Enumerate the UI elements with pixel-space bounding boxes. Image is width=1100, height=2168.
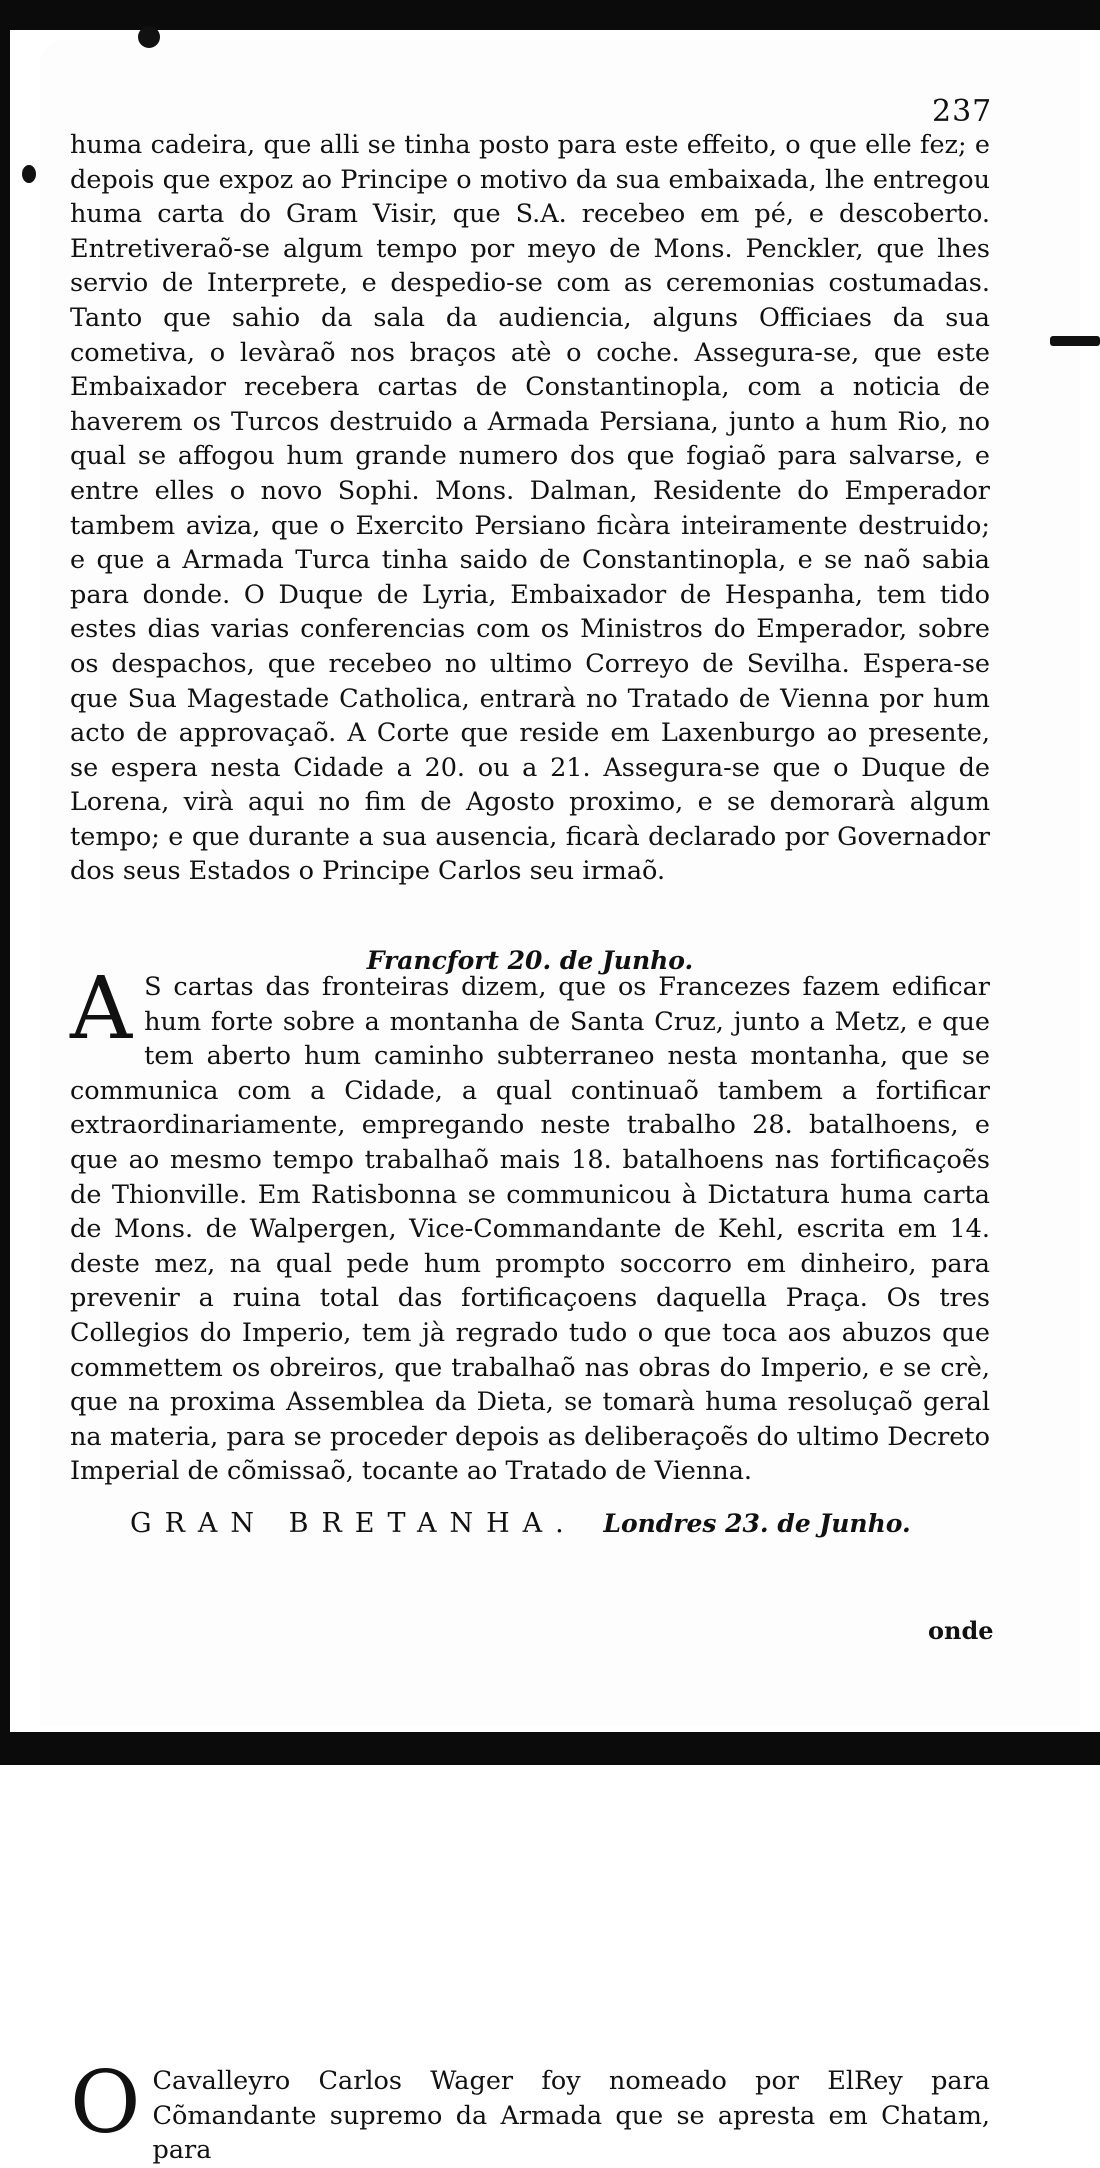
section-header-gran-bretanha [130,1508,990,1539]
ink-smudge-left [22,165,36,183]
dateline-francfort: Francfort 20. de Junho. [366,946,694,975]
section-dateline: Londres 23. de Junho. [603,1509,911,1538]
ink-smudge-right [1050,336,1100,346]
scan-border-top [0,0,1100,30]
paragraph-londres [70,2052,990,2168]
ink-smudge-top [138,26,160,48]
scan-border-bottom [0,1732,1100,1765]
dropcap-letter: O [70,2052,141,2153]
paragraph-francfort-text: S cartas das fronteiras dizem, que os Francezes fazem edificar hum forte sobre a montanha de Santa Cruz, junto a Metz, e que tem aberto hum caminho subterraneo nesta montanha, que se communica com a Cidade, a qual continuaõ tambem a fortificar extraordinariamente, empregando neste trabalho 28. batalhoens, e que ao mesmo tempo trabalhaõ mais 18. batalhoens nas fortificaçoẽs de Thionville. Em Ratisbonna se communicou à Dictatura huma carta de Mons. de Walpergen, Vice-Commandante de Kehl, escrita em 14. deste mez, na qual pede hum prompto soccorro em dinheiro, para prevenir a ruina total das fortificaçoens daquella Praça. Os tres Collegios do Imperio, tem jà regrado tudo o que toca aos abuzos que commettem os obreiros, que trabalhaõ nas obras do Imperio, e se crè, que na proxima Assemblea da Dieta, se tomarà huma resoluçaõ geral na materia, para se proceder depois as deliberaçoẽs do ultimo Decreto Imperial de cõmissaõ, tocante ao Tratado de Vienna. [70,972,990,1487]
section-country: GRAN BRETANHA. [130,1508,577,1539]
page-number: 237 [932,94,993,129]
catchword: onde [928,1616,994,1645]
paragraph-vienna-continued: huma cadeira, que alli se tinha posto para este effeito, o que elle fez; e depois que expoz ao Principe o motivo da sua embaixada, lhe entregou huma carta do Gram Visir, que S.A. recebeo em pé, e descoberto. Entretiveraõ-se algum tempo por meyo de Mons. Penckler, que lhes servio de Interprete, e despedio-se com as ceremonias costumadas. Tanto que sahio da sala da audiencia, alguns Officiaes da sua cometiva, o levàraõ nos braços atè o coche. Assegura-se, que este Embaixador recebera cartas de Constantinopla, com a noticia de haverem os Turcos destruido a Armada Persiana, junto a hum Rio, no qual se affogou hum grande numero dos que fogiaõ para salvarse, e entre elles o novo Sophi. Mons. Dalman, Residente do Emperador tambem aviza, que o Exercito Persiano ficàra inteiramente destruido; e que a Armada Turca tinha saido de Constantinopla, e se naõ sabia para donde. O Duque de Lyria, Embaixador de Hespanha, tem tido estes dias varias conferencias com os Ministros do Emperador, sobre os despachos, que recebeo no ultimo Correyo de Sevilha. Espera-se que Sua Magestade Catholica, entrarà no Tratado de Vienna por hum acto de approvaçaõ. A Corte que reside em Laxenburgo ao presente, se espera nesta Cidade a 20. ou a 21. Assegura-se que o Duque de Lorena, virà aqui no fim de Agosto proximo, e se demorarà algum tempo; e que durante a sua ausencia, ficarà declarado por Governador dos seus Estados o Principe Carlos seu irmaõ. [70,130,990,887]
scan-border-left [0,0,10,1765]
dropcap-letter: A [70,959,133,1059]
paragraph-londres-text: Cavalleyro Carlos Wager foy nomeado por ElRey para Cõmandante supremo da Armada que se apresta em Chatam, para [152,2065,990,2166]
